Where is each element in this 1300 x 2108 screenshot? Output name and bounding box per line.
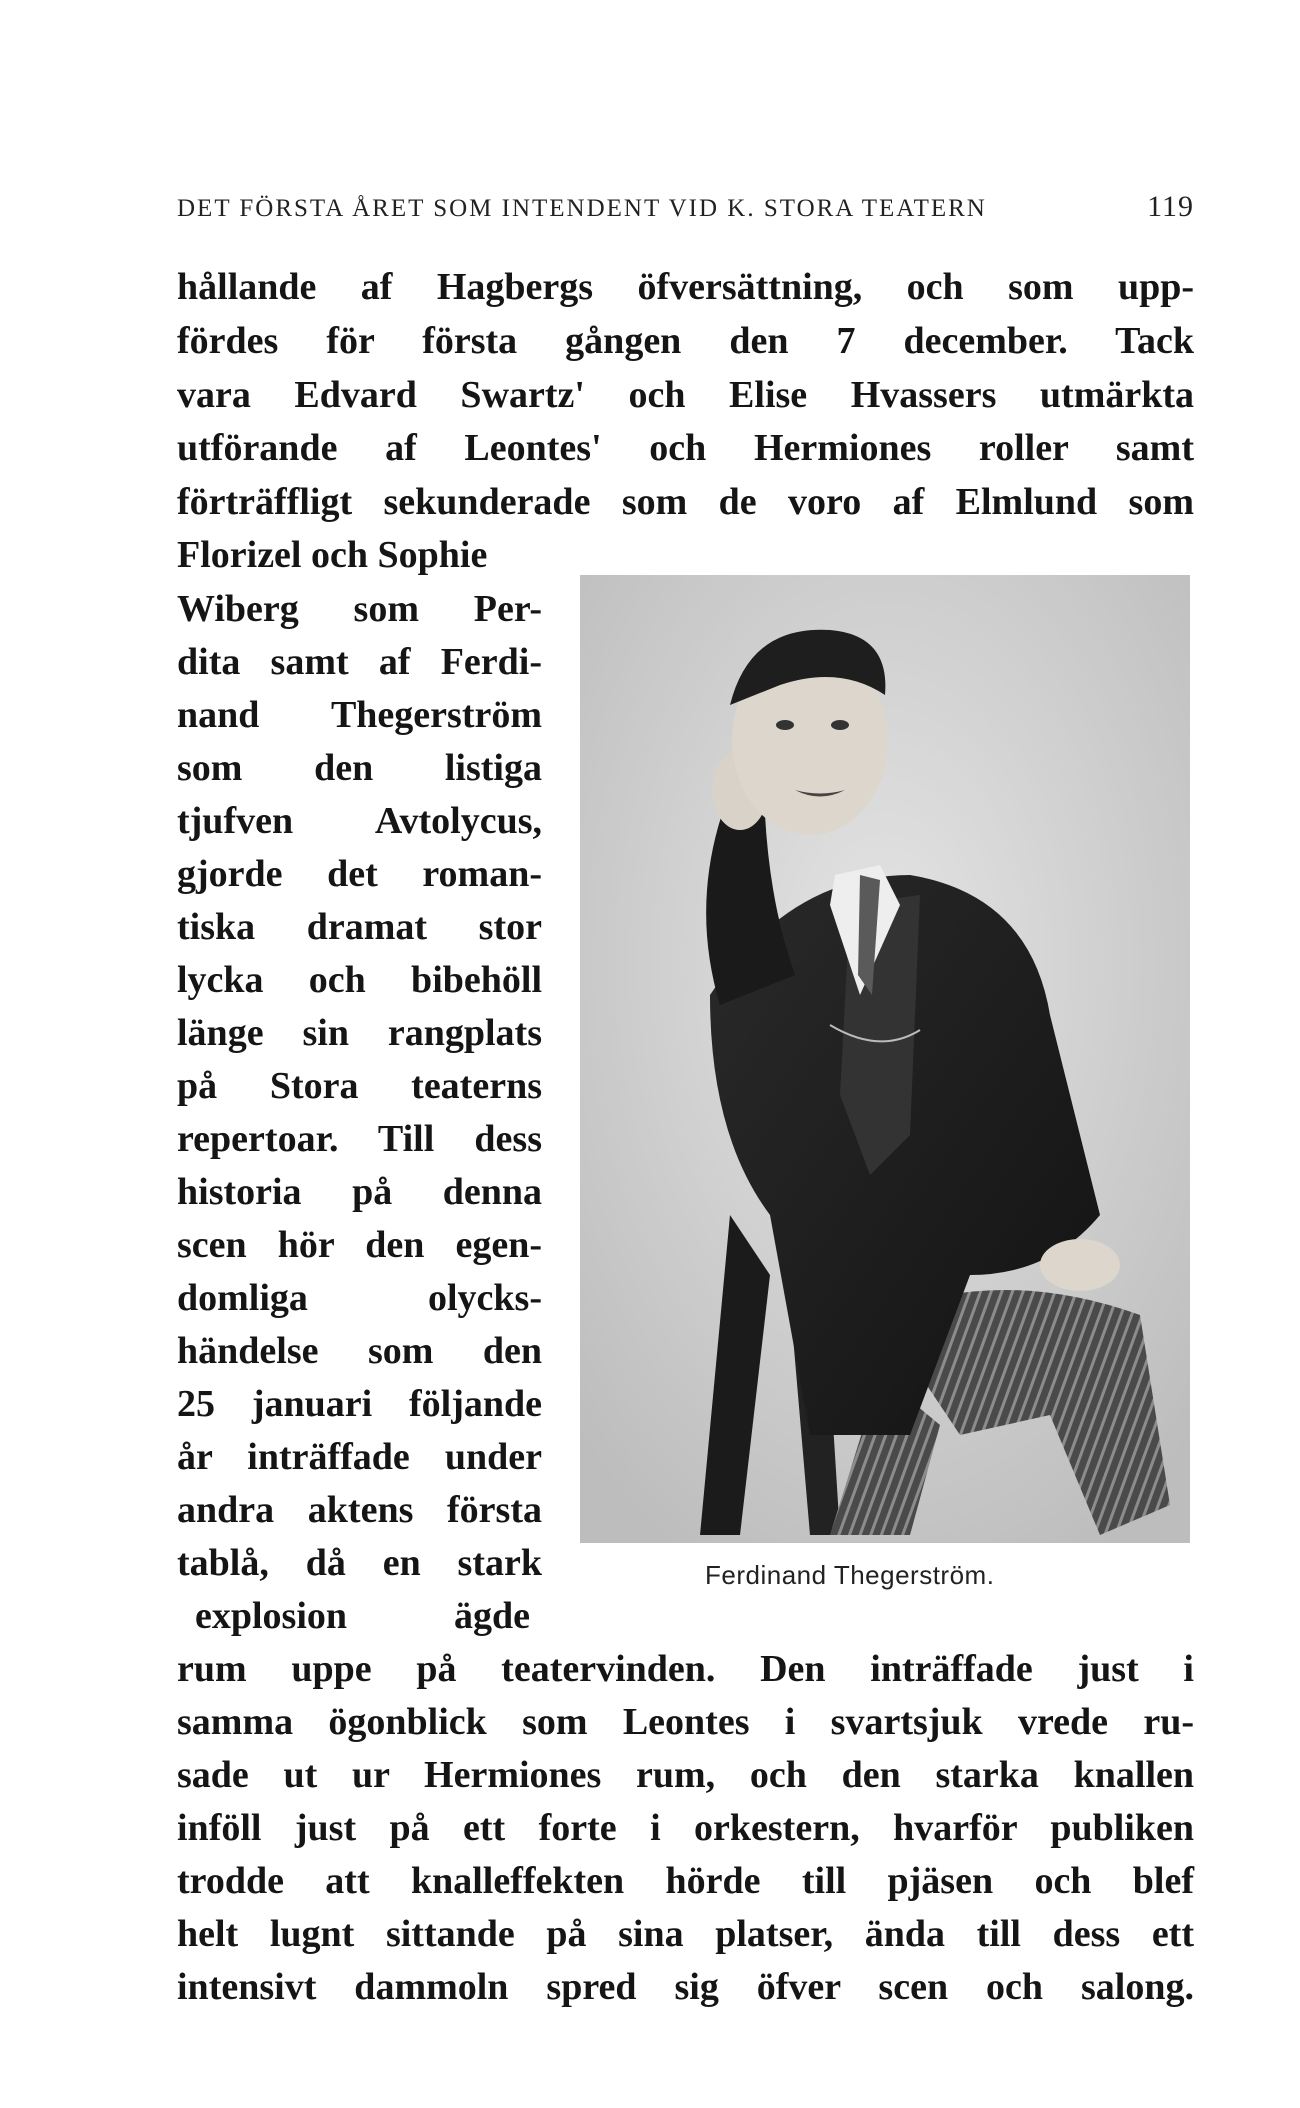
page-number: 119 bbox=[1147, 190, 1194, 223]
text-line: gjorde det roman- bbox=[177, 853, 542, 895]
text-line: historia på denna bbox=[177, 1171, 542, 1213]
text-line: explosion ägde bbox=[195, 1595, 530, 1637]
text-line: lycka och bibehöll bbox=[177, 959, 542, 1001]
text-line: tablå, då en stark bbox=[177, 1542, 542, 1584]
text-line: utförande af Leontes' och Hermiones roller samt bbox=[177, 427, 1194, 469]
text-line: inföll just på ett forte i orkestern, hvarför publiken bbox=[177, 1807, 1194, 1849]
text-line: tjufven Avtolycus, bbox=[177, 800, 542, 842]
text-line: scen hör den egen- bbox=[177, 1224, 542, 1266]
text-line: intensivt dammoln spred sig öfver scen och salong. bbox=[177, 1966, 1194, 2008]
text-line: förträffligt sekunderade som de voro af Elmlund som bbox=[177, 481, 1194, 523]
text-line: Wiberg som Per- bbox=[177, 588, 542, 630]
text-line: sade ut ur Hermiones rum, och den starka knallen bbox=[177, 1754, 1194, 1796]
text-line: händelse som den bbox=[177, 1330, 542, 1372]
text-line: domliga olycks- bbox=[177, 1277, 542, 1319]
text-line: hållande af Hagbergs öfversättning, och som upp- bbox=[177, 266, 1194, 308]
text-line: år inträffade under bbox=[177, 1436, 542, 1478]
text-line: Florizel och Sophie bbox=[177, 534, 488, 576]
figure-caption: Ferdinand Thegerström. bbox=[705, 1560, 995, 1590]
text-line: tiska dramat stor bbox=[177, 906, 542, 948]
text-line: 25 januari följande bbox=[177, 1383, 542, 1425]
text-line: dita samt af Ferdi- bbox=[177, 641, 542, 683]
running-title: DET FÖRSTA ÅRET SOM INTENDENT VID K. STORA TEATERN bbox=[177, 195, 987, 222]
text-line: vara Edvard Swartz' och Elise Hvassers utmärkta bbox=[177, 374, 1194, 416]
text-line: länge sin rangplats bbox=[177, 1012, 542, 1054]
text-line: nand Thegerström bbox=[177, 694, 542, 736]
text-line: helt lugnt sittande på sina platser, ända till dess ett bbox=[177, 1913, 1194, 1955]
text-line: på Stora teaterns bbox=[177, 1065, 542, 1107]
text-line: samma ögonblick som Leontes i svartsjuk vrede ru- bbox=[177, 1701, 1194, 1743]
text-line: andra aktens första bbox=[177, 1489, 542, 1531]
text-line: trodde att knalleffekten hörde till pjäsen och blef bbox=[177, 1860, 1194, 1902]
text-line: som den listiga bbox=[177, 747, 542, 789]
portrait-photo bbox=[580, 575, 1190, 1543]
text-line: repertoar. Till dess bbox=[177, 1118, 542, 1160]
portrait-illustration bbox=[580, 575, 1190, 1543]
text-line: fördes för första gången den 7 december. Tack bbox=[177, 320, 1194, 362]
running-header bbox=[177, 190, 1194, 224]
text-line: rum uppe på teatervinden. Den inträffade just i bbox=[177, 1648, 1194, 1690]
